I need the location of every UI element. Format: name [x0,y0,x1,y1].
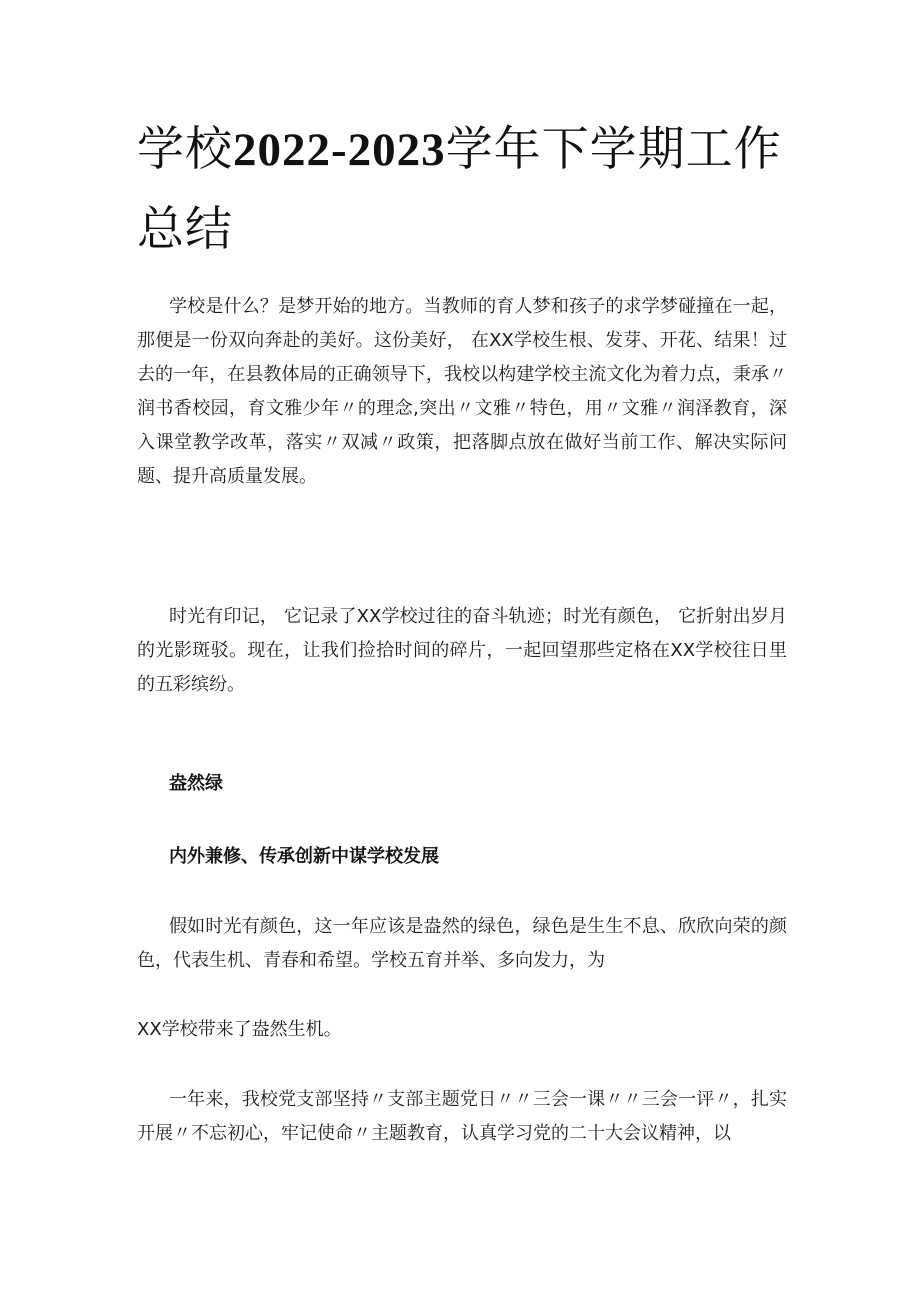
title-years: 2022-2023 [233,124,446,176]
title-suffix: 学年下学期工作总结 [137,122,782,257]
party-paragraph: 一年来，我校党支部坚持〃支部主题党日〃〃三会一课〃〃三会一评〃，扎实开展〃不忘初心，牢记使命〃主题教育，认真学习党的二十大会议精神，以 [137,1089,787,1144]
subsection-heading: 内外兼修、传承创新中谋学校发展 [169,846,439,867]
green-paragraph-continued: XX学校带来了盎然生机。 [137,1019,342,1040]
section-heading-green: 盎然绿 [169,773,223,794]
document-title [137,110,797,270]
intro-paragraph: 学校是什么？是梦开始的地方。当教师的育人梦和孩子的求学梦碰撞在一起，那便是一份双向奔赴的美好。这份美好， 在XX学校生根、发芽、开花、结果！过去的一年，在县教体局的正确领导下，我校以构建学校主流文化为着力点，秉承〃润书香校园，育文雅少年〃的理念,突出〃文雅〃特色，用〃文雅〃润泽教育，深入课堂教学改革，落实〃双减〃政策，把落脚点放在做好当前工作、解决实际问题、提升高质量发展。 [137,296,787,487]
green-paragraph: 假如时光有颜色，这一年应该是盎然的绿色，绿色是生生不息、欣欣向荣的颜色，代表生机、青春和希望。学校五育并举、多向发力，为 [137,916,787,971]
title-prefix: 学校 [137,122,233,177]
time-paragraph: 时光有印记， 它记录了XX学校过往的奋斗轨迹；时光有颜色， 它折射出岁月的光影斑驳。现在，让我们捡拾时间的碎片，一起回望那些定格在XX学校往日里的五彩缤纷。 [137,606,787,695]
